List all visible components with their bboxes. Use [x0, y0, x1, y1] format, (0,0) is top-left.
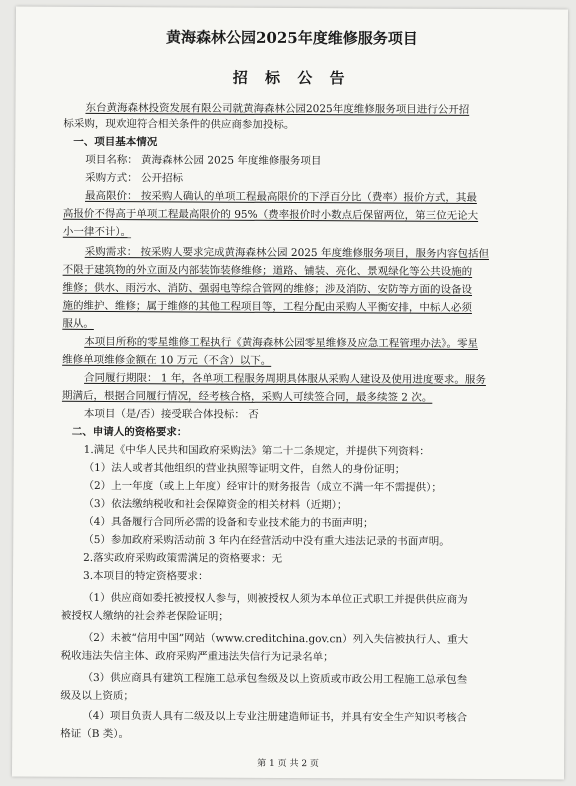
document-content	[12, 7, 568, 780]
special-req-4-line-2: 格证（B 类）。	[60, 727, 130, 741]
qualification-1-item-1: （1）法人或者其他组织的营业执照等证明文件，自然人的身份证明；	[83, 461, 406, 476]
max-price-line-2: 高报价不得高于单项工程最高限价的 95%（费率报价时小数点后保留两位，第三位无论大	[62, 207, 479, 222]
document-page	[12, 7, 568, 780]
qualification-1-item-5: （5）参加政府采购活动前 3 年内在经营活动中没有重大违法记录的书面声明。	[83, 533, 450, 548]
intro-line-2: 标采购，现欢迎符合相关条件的供应商参加投标。	[63, 117, 295, 132]
qualification-1-item-2: （2）上一年度（或上上年度）经审计的财务报告（成立不满一年不需提供）；	[83, 479, 442, 494]
section-1-heading: 一、项目基本情况	[73, 135, 158, 149]
page-footer: 第 1 页 共 2 页	[257, 758, 319, 770]
document-title: 黄海森林公园2025年度维修服务项目	[165, 28, 418, 48]
procurement-method: 采购方式： 公开招标	[85, 171, 183, 185]
special-req-1-line-1: （1）供应商如委托被授权人参与，则被授权人须为本单位正式职工并提供供应商为	[82, 591, 468, 606]
special-req-4-line-1: （4）项目负责人具有二级及以上专业注册建造师证书，并具有安全生产知识考核合	[82, 709, 468, 724]
max-price-line-3: 小一律不计）。	[62, 225, 132, 239]
qualification-2: 2.落实政府采购政策需满足的资格要求：无	[83, 551, 283, 565]
minor-repair-line-2: 维修单项维修金额在 10 万元（不含）以下。	[62, 353, 272, 367]
qualification-1: 1.满足《中华人民共和国政府采购法》第二十二条规定，并提供下列资料：	[83, 443, 430, 458]
special-req-3-line-2: 级及以上资质；	[60, 689, 134, 703]
document-subtitle: 招 标 公 告	[232, 68, 351, 88]
joint-bid-line: 本项目（是/否）接受联合体投标： 否	[83, 407, 259, 421]
special-req-2-line-1: （2）未被“信用中国”网站（www.creditchina.gov.cn）列入失信被执行人、重大	[82, 631, 469, 646]
project-name: 项目名称： 黄海森林公园 2025 年度维修服务项目	[85, 153, 322, 168]
requirement-line-1: 采购需求： 按采购人要求完成黄海森林公园 2025 年度维修服务项目，服务内容包括但	[84, 245, 489, 261]
max-price-line-1: 最高限价： 按采购人确认的单项工程最高限价的下浮百分比（费率）报价方式，其最	[84, 189, 477, 204]
requirement-line-2: 不限于建筑物的外立面及内部装饰装修维修；道路、铺装、亮化、景观绿化等公共设施的	[62, 263, 473, 278]
qualification-3: 3.本项目的特定资格要求：	[83, 569, 209, 583]
special-req-3-line-1: （3）供应商具有建筑工程施工总承包叁级及以上资质或市政公用工程施工总承包叁	[82, 671, 468, 686]
contract-term-line-1: 合同履行期限： 1 年，各单项工程服务周期具体服从采购人建设及使用进度要求。服务	[84, 371, 486, 387]
contract-term-line-2: 期满后，根据合同履行情况，经考核合格，采购人可续签合同，最多续签 2 次。	[61, 389, 433, 404]
special-req-1-line-2: 被授权人缴纳的社会养老保险证明；	[60, 609, 229, 623]
requirement-line-4: 施的维护、维修；属于维修的其他工程项目等，工程分配由采购人平衡安排，中标人必须	[62, 299, 472, 314]
qualification-1-item-3: （3）依法缴纳税收和社会保障资金的相关材料（近期）；	[83, 497, 348, 512]
requirement-line-3: 维修；供水、雨污水、消防、强弱电等综合管网的维修；涉及消防、安防等方面的设备设	[62, 281, 473, 296]
minor-repair-line-1: 本项目所称的零星维修工程执行《黄海森林公园零星维修及应急工程管理办法》。零星	[84, 335, 479, 350]
intro-line-1: 东台黄海森林投资发展有限公司就黄海森林公园2025年度维修服务项目进行公开招	[85, 101, 470, 116]
qualification-1-item-4: （4）具备履行合同所必需的设备和专业技术能力的书面声明；	[83, 515, 374, 530]
requirement-line-5: 服从。	[62, 317, 94, 330]
section-2-heading: 二、申请人的资格要求：	[71, 425, 188, 439]
special-req-2-line-2: 税收违法失信主体、政府采购严重违法失信行为记录名单；	[60, 649, 334, 664]
